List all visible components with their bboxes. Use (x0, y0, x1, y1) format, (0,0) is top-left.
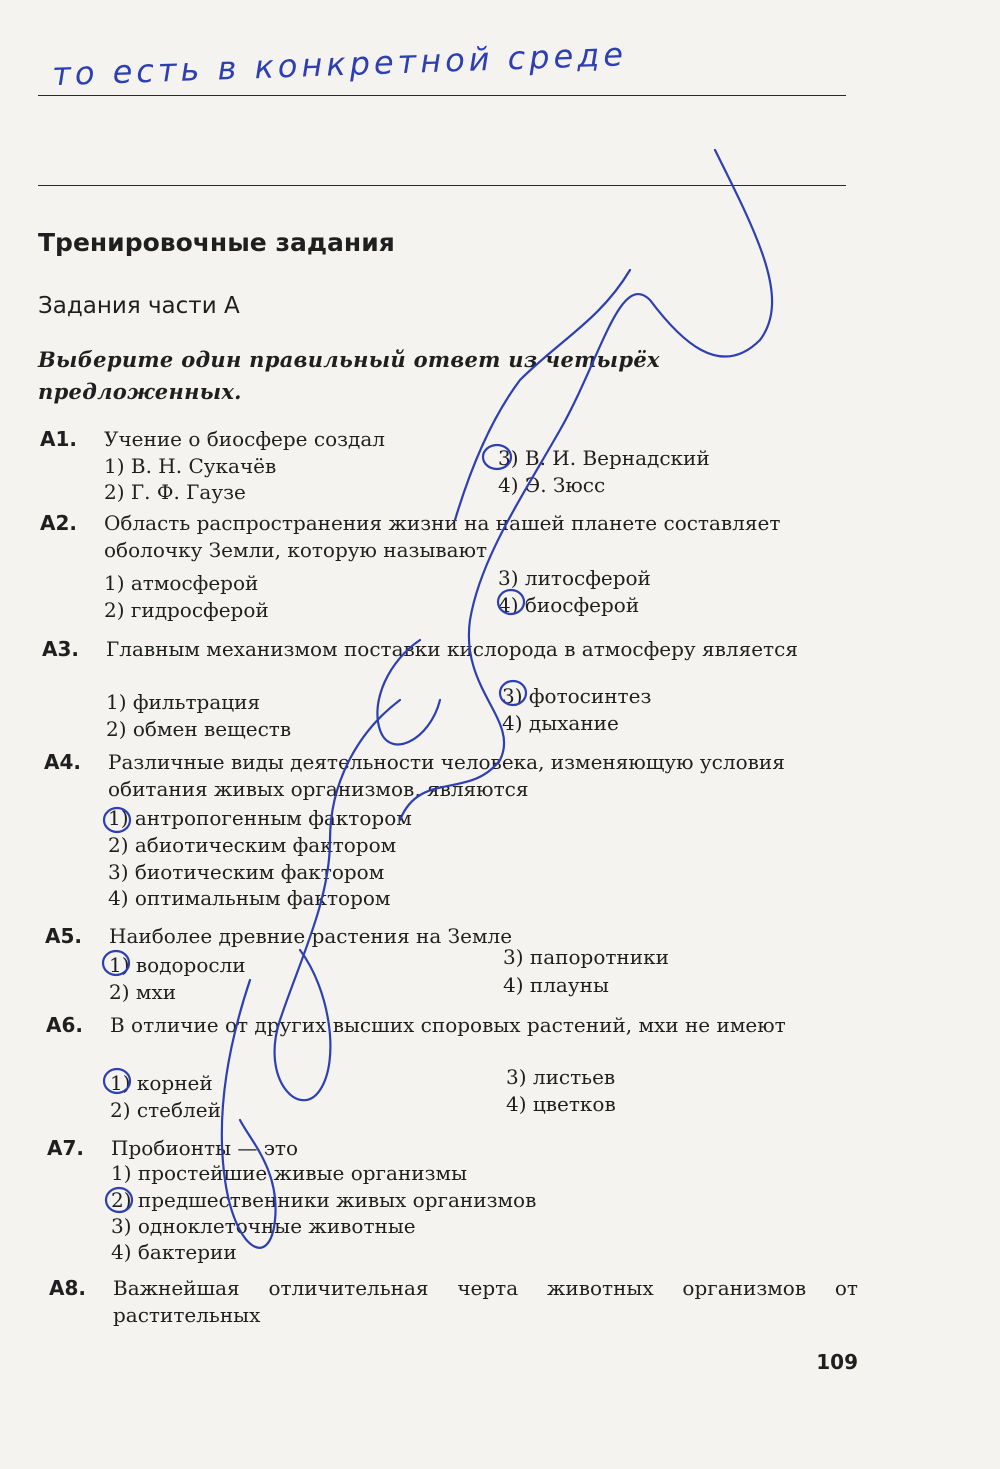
answer-option: 4) биосферой (498, 593, 640, 617)
question-text: Учение о биосфере создал (104, 427, 385, 451)
answer-option: 1) фильтрация (106, 690, 261, 714)
answer-option: 4) Э. Зюсс (498, 473, 606, 497)
answer-option: 2) стеблей (110, 1098, 221, 1122)
answer-option: 2) предшественники живых организмов (111, 1188, 537, 1212)
answer-circle (483, 445, 511, 469)
answer-option: 4) оптимальным фактором (108, 886, 391, 910)
subsection-title: Задания части А (38, 293, 240, 319)
question-number: А2. (40, 511, 77, 535)
question-number: А7. (47, 1136, 84, 1160)
answer-circle (104, 1069, 130, 1093)
answer-option: 2) гидросферой (104, 598, 269, 622)
answer-option: 2) мхи (109, 980, 177, 1004)
handwritten-note: то есть в конкретной среде (51, 35, 628, 94)
scribble-line (400, 150, 772, 820)
answer-option: 3) В. И. Вернадский (498, 446, 710, 470)
question-number: А1. (40, 427, 77, 451)
scribble-line (377, 640, 440, 744)
answer-option: 4) бактерии (111, 1240, 237, 1264)
answer-option: 3) литосферой (498, 566, 651, 590)
question-text: Наиболее древние растения на Земле (109, 924, 513, 948)
scribble-line (222, 980, 276, 1248)
question-text: В отличие от других высших споровых растений, мхи не имеют (110, 1013, 786, 1037)
scribble-line (275, 700, 400, 1100)
question-text: Пробионты — это (111, 1136, 299, 1160)
answer-option: 3) одноклеточные животные (111, 1214, 416, 1238)
answer-circle (498, 590, 524, 614)
answer-option: 1) антропогенным фактором (108, 806, 412, 830)
question-number: А5. (45, 924, 82, 948)
answer-circle (103, 951, 129, 975)
answer-option: 1) водоросли (109, 953, 246, 977)
answer-option: 1) простейшие живые организмы (111, 1161, 467, 1185)
answer-option: 4) дыхание (502, 711, 619, 735)
answer-circle (500, 681, 526, 705)
scribble-line (455, 270, 630, 520)
answer-option: 1) В. Н. Сукачёв (104, 454, 277, 478)
question-number: А4. (44, 750, 81, 774)
answer-option: 2) Г. Ф. Гаузе (104, 480, 246, 504)
answer-option: 3) биотическим фактором (108, 860, 385, 884)
question-text: Главным механизмом поставки кислорода в атмосферу является (106, 637, 798, 661)
question-number: А6. (46, 1013, 83, 1037)
answer-option: 2) абиотическим фактором (108, 833, 397, 857)
question-text: Различные виды деятельности человека, изменяющую условия обитания живых организмов, являются (108, 750, 785, 801)
question-text: Область распространения жизни на нашей планете составляет оболочку Земли, которую называют (104, 511, 781, 562)
question-number: А8. (49, 1276, 86, 1300)
answer-option: 1) атмосферой (104, 571, 259, 595)
answer-circle (104, 808, 130, 832)
instruction: Выберите один правильный ответ из четырёх предложенных. (38, 347, 660, 404)
section-title: Тренировочные задания (38, 228, 395, 257)
page-number: 109 (816, 1350, 858, 1374)
answer-option: 4) цветков (506, 1092, 616, 1116)
answer-option: 3) листьев (506, 1065, 616, 1089)
question-number: А3. (42, 637, 79, 661)
answer-option: 4) плауны (503, 973, 609, 997)
answer-option: 1) корней (110, 1071, 213, 1095)
answer-circle (106, 1188, 132, 1212)
answer-option: 2) обмен веществ (106, 717, 292, 741)
question-text: Важнейшая отличительная черта животных организмов от растительных (113, 1276, 858, 1327)
answer-option: 3) фотосинтез (502, 684, 652, 708)
answer-option: 3) папоротники (503, 945, 669, 969)
